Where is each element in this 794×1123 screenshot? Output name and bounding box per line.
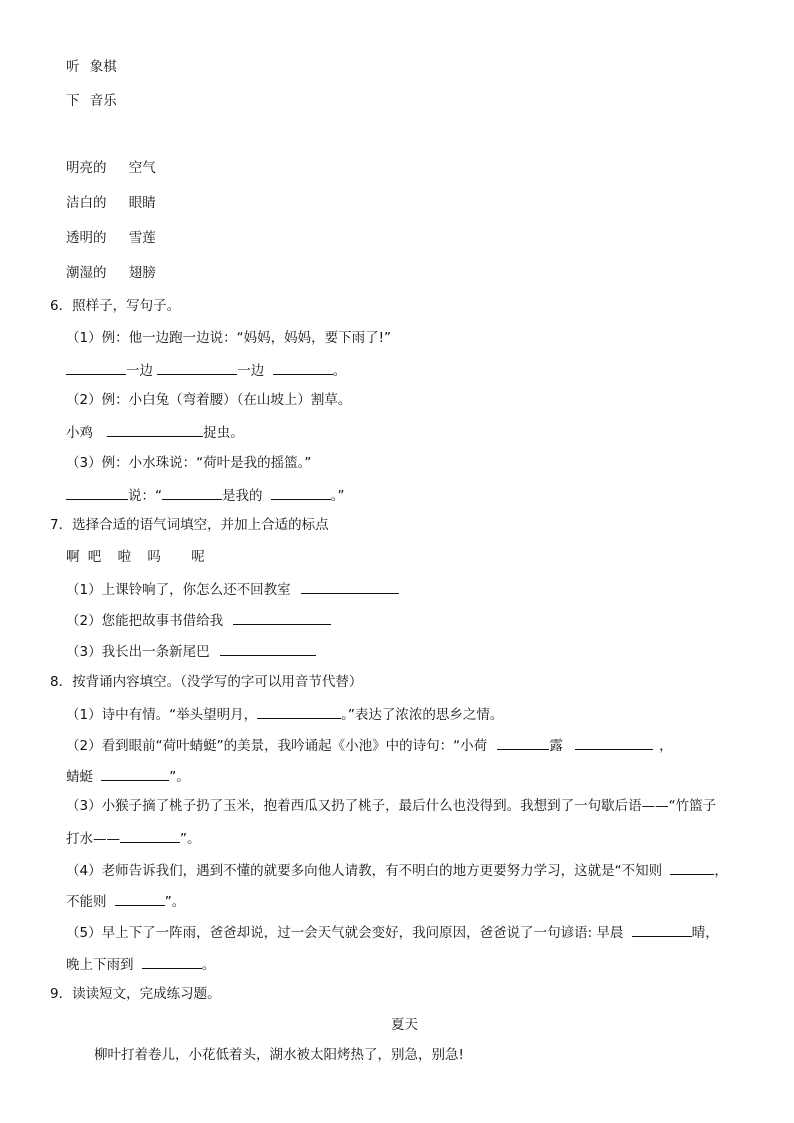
match2-right-4: 翅膀 [128, 265, 156, 281]
q8-item-2-e: ”。 [169, 769, 190, 785]
q9-title: 9．读读短文，完成练习题。 [50, 986, 221, 1002]
match1-row-2 [66, 92, 117, 110]
q6-end-1: 。 [332, 363, 347, 379]
q7-blank-2[interactable] [233, 610, 331, 625]
q8-item-4-cont [66, 891, 185, 911]
match2-left-2: 洁白的 [66, 195, 107, 211]
match2-right-2: 眼睛 [128, 195, 156, 211]
match1-left-1: 听 [66, 59, 80, 75]
q8-blank-2a[interactable] [497, 735, 549, 750]
match1-row-1 [66, 58, 117, 76]
q6-word-1a: 一边 [126, 363, 153, 379]
q8-item-3: （3）小猴子摘了桃子扔了玉米，抱着西瓜又扔了桃子，最后什么也没得到。我想到了一句歇后语——“竹篮子 [66, 798, 717, 814]
q6-blank-1b[interactable] [157, 360, 237, 375]
q8-item-2-a: （2）看到眼前“荷叶蜻蜓”的美景，我吟诵起《小池》中的诗句：“小荷 [66, 738, 488, 754]
q6-start-2: 小鸡 [66, 425, 93, 441]
q7-item-1-text: （1）上课铃响了，你怎么还不回教室 [66, 582, 291, 598]
q8-blank-2b[interactable] [575, 735, 653, 750]
q8-item-5 [66, 922, 719, 942]
q8-blank-5b[interactable] [142, 954, 202, 969]
q7-blank-1[interactable] [301, 579, 399, 594]
q7-word-4: 吗 [147, 549, 161, 565]
q6-blank-3c[interactable] [271, 485, 331, 500]
match2-left-4: 潮湿的 [66, 265, 107, 281]
q8-item-4-d: ”。 [164, 894, 186, 910]
match1-right-1: 象棋 [89, 59, 117, 75]
match1-right-2: 音乐 [89, 93, 117, 109]
q8-title: 8．按背诵内容填空。（没学写的字可以用音节代替） [50, 674, 363, 690]
q8-item-1-b: 。”表达了浓浓的思乡之情。 [341, 707, 504, 723]
q6-answer-1 [66, 360, 346, 380]
q6-title: 6．照样子，写句子。 [50, 298, 181, 314]
q7-item-2-text: （2）您能把故事书借给我 [66, 613, 224, 629]
q6-answer-3 [66, 485, 345, 505]
q6-word-3b: 是我的 [222, 488, 263, 504]
q6-end-3: 。” [330, 488, 345, 504]
q6-example-3: （3）例：小水珠说：“荷叶是我的摇篮。” [66, 455, 312, 471]
q7-title: 7．选择合适的语气词填空，并加上合适的标点 [50, 517, 329, 533]
q8-item-4-b: ， [714, 863, 728, 879]
q6-blank-2[interactable] [107, 422, 203, 437]
match2-right-3: 雪莲 [128, 230, 156, 246]
q8-blank-5a[interactable] [632, 922, 692, 937]
q6-blank-1c[interactable] [273, 360, 333, 375]
match2-right-1: 空气 [128, 160, 156, 176]
match2-row-3 [66, 229, 156, 247]
q8-item-4-a: （4）老师告诉我们，遇到不懂的就要多向他人请教，有不明白的地方更要努力学习，这就是“不知则 [66, 863, 663, 879]
q8-item-3-b: 打水—— [66, 831, 120, 847]
q7-item-2 [66, 610, 331, 630]
q6-word-3a: 说：“ [128, 488, 162, 504]
passage-line-1: 柳叶打着卷儿，小花低着头，湖水被太阳烤热了，别急，别急! [94, 1047, 464, 1063]
q8-item-2-b: 露 [549, 738, 563, 754]
q8-item-2-cont [66, 766, 190, 786]
q6-example-2: （2）例：小白兔（弯着腰）（在山坡上）割草。 [66, 392, 352, 408]
q8-item-1 [66, 704, 503, 724]
q7-word-2: 吧 [87, 549, 102, 565]
match1-left-2: 下 [66, 93, 80, 109]
q7-word-bank [66, 548, 205, 566]
match2-row-4 [66, 264, 156, 282]
q8-item-3-c: ”。 [180, 831, 201, 847]
q8-item-5-cont [66, 954, 215, 974]
q8-item-5-a: （5）早上下了一阵雨，爸爸却说，过一会天气就会变好，我问原因，爸爸说了一句谚语: 早晨 [66, 925, 624, 941]
q8-item-5-d: 。 [201, 957, 216, 973]
q8-item-5-b: 晴， [691, 925, 719, 941]
q6-example-1: （1）例：他一边跑一边说：“妈妈，妈妈，要下雨了!” [66, 330, 391, 346]
q8-blank-4b[interactable] [115, 891, 165, 906]
q7-word-3: 啦 [117, 549, 132, 565]
q8-blank-1[interactable] [257, 704, 341, 719]
q8-item-4-c: 不能则 [66, 894, 107, 910]
q8-item-4 [66, 860, 728, 880]
match2-left-1: 明亮的 [66, 160, 107, 176]
match2-left-3: 透明的 [66, 230, 107, 246]
q8-item-2-d: 蜻蜓 [66, 769, 93, 785]
q7-item-3 [66, 641, 316, 661]
q7-word-1: 啊 [66, 549, 80, 565]
q6-blank-3b[interactable] [162, 485, 222, 500]
q8-item-1-a: （1）诗中有情。“举头望明月， [66, 707, 258, 723]
q8-item-5-c: 晚上下雨到 [66, 957, 134, 973]
q7-item-3-text: （3）我长出一条新尾巴 [66, 644, 210, 660]
q7-blank-3[interactable] [220, 641, 316, 656]
q8-blank-3[interactable] [120, 828, 180, 843]
q8-item-2-c: ， [659, 738, 673, 754]
q8-item-3-cont [66, 828, 201, 848]
q8-blank-4a[interactable] [670, 860, 714, 875]
q6-answer-2 [66, 422, 244, 442]
q6-end-2: 捉虫。 [203, 425, 244, 441]
q6-blank-3a[interactable] [66, 485, 128, 500]
q6-blank-1a[interactable] [66, 360, 126, 375]
q6-word-1b: 一边 [237, 363, 265, 379]
q8-item-2 [66, 735, 673, 755]
passage-title: 夏天 [391, 1017, 418, 1033]
q8-blank-2c[interactable] [101, 766, 169, 781]
q7-item-1 [66, 579, 399, 599]
match2-row-2 [66, 194, 156, 212]
match2-row-1 [66, 159, 156, 177]
q7-word-5: 呢 [191, 549, 205, 565]
